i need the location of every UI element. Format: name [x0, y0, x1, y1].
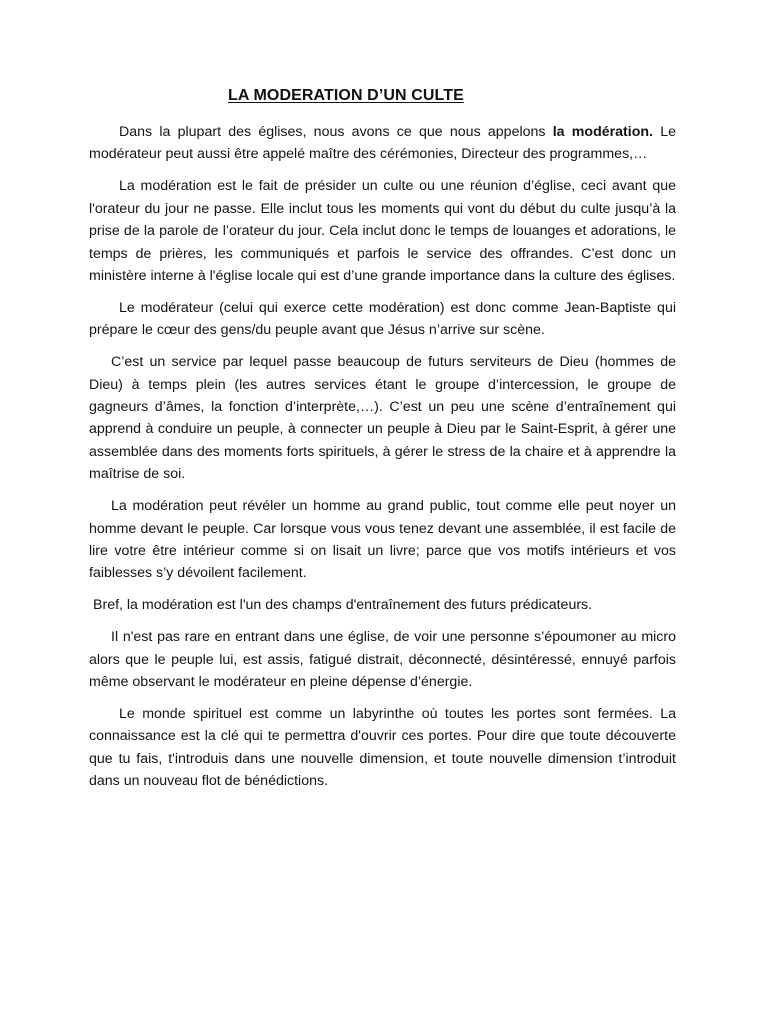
document-title: LA MODERATION D’UN CULTE [228, 87, 464, 104]
paragraph-text: Le modérateur peut aussi être appelé maître des cérémonies, Directeur des programmes,… [89, 124, 676, 163]
paragraph-spiritual-world: Le monde spirituel est comme un labyrinthe où toutes les portes sont fermées. La connaissance est la clé qui te permettra d'ouvrir ces portes. Pour dire que toute découverte que tu fais, t'introduis dans une nouvelle dimension, et toute nouvelle dimension t’introduit dans un nouveau flot de bénédictions. [89, 705, 676, 790]
paragraph-observation: Il n'est pas rare en entrant dans une église, de voir une personne s’époumoner au micro alors que le peuple lui, est assis, fatigué distrait, déconnecté, désintéressé, ennuyé parfois même observant le modérateur en pleine dépense d’énergie. [89, 629, 676, 690]
paragraph-training-service: C’est un service par lequel passe beaucoup de futurs serviteurs de Dieu (hommes de Dieu) à temps plein (les autres services étant le groupe d’intercession, le groupe de gagneurs d’âmes, la fonction d’interprète,…). C’est un peu une scène d’entraînement qui apprend à conduire un peuple, à connecter un peuple à Dieu par le Saint-Esprit, à gérer une assemblée dans des moments forts spirituels, à gérer le stress de la chaire et à apprendre la maîtrise de soi. [89, 354, 676, 483]
paragraph-text: Dans la plupart des églises, nous avons ce que nous appelons [119, 124, 553, 140]
paragraph-moderator-role: Le modérateur (celui qui exerce cette modération) est donc comme Jean-Baptiste qui prépare le cœur des gens/du peuple avant que Jésus n’arrive sur scène. [89, 299, 676, 339]
paragraph-definition: La modération est le fait de présider un culte ou une réunion d’église, ceci avant que l'orateur du jour ne passe. Elle inclut tous les moments qui vont du début du culte jusqu’à la prise de la parole de l’orateur du jour. Cela inclut donc le temps de louanges et adorations, le temps de prières, les communiqués et parfois le service des offrandes. C’est donc un ministère interne à l'église locale qui est d’une grande importance dans la culture des églises. [89, 178, 676, 284]
paragraph-summary: Bref, la modération est l'un des champs d'entraînement des futurs prédicateurs. [93, 597, 593, 614]
document-body [89, 121, 676, 802]
paragraph-moderation-intro [89, 121, 676, 166]
bold-term: la modération. [552, 124, 653, 140]
paragraph-public-exposure: La modération peut révéler un homme au grand public, tout comme elle peut noyer un homme devant le peuple. Car lorsque vous vous tenez devant une assemblée, il est facile de lire votre être intérieur comme si on lisait un livre; parce que vos motifs intérieurs et vos faiblesses s’y dévoilent facilement. [89, 498, 676, 582]
